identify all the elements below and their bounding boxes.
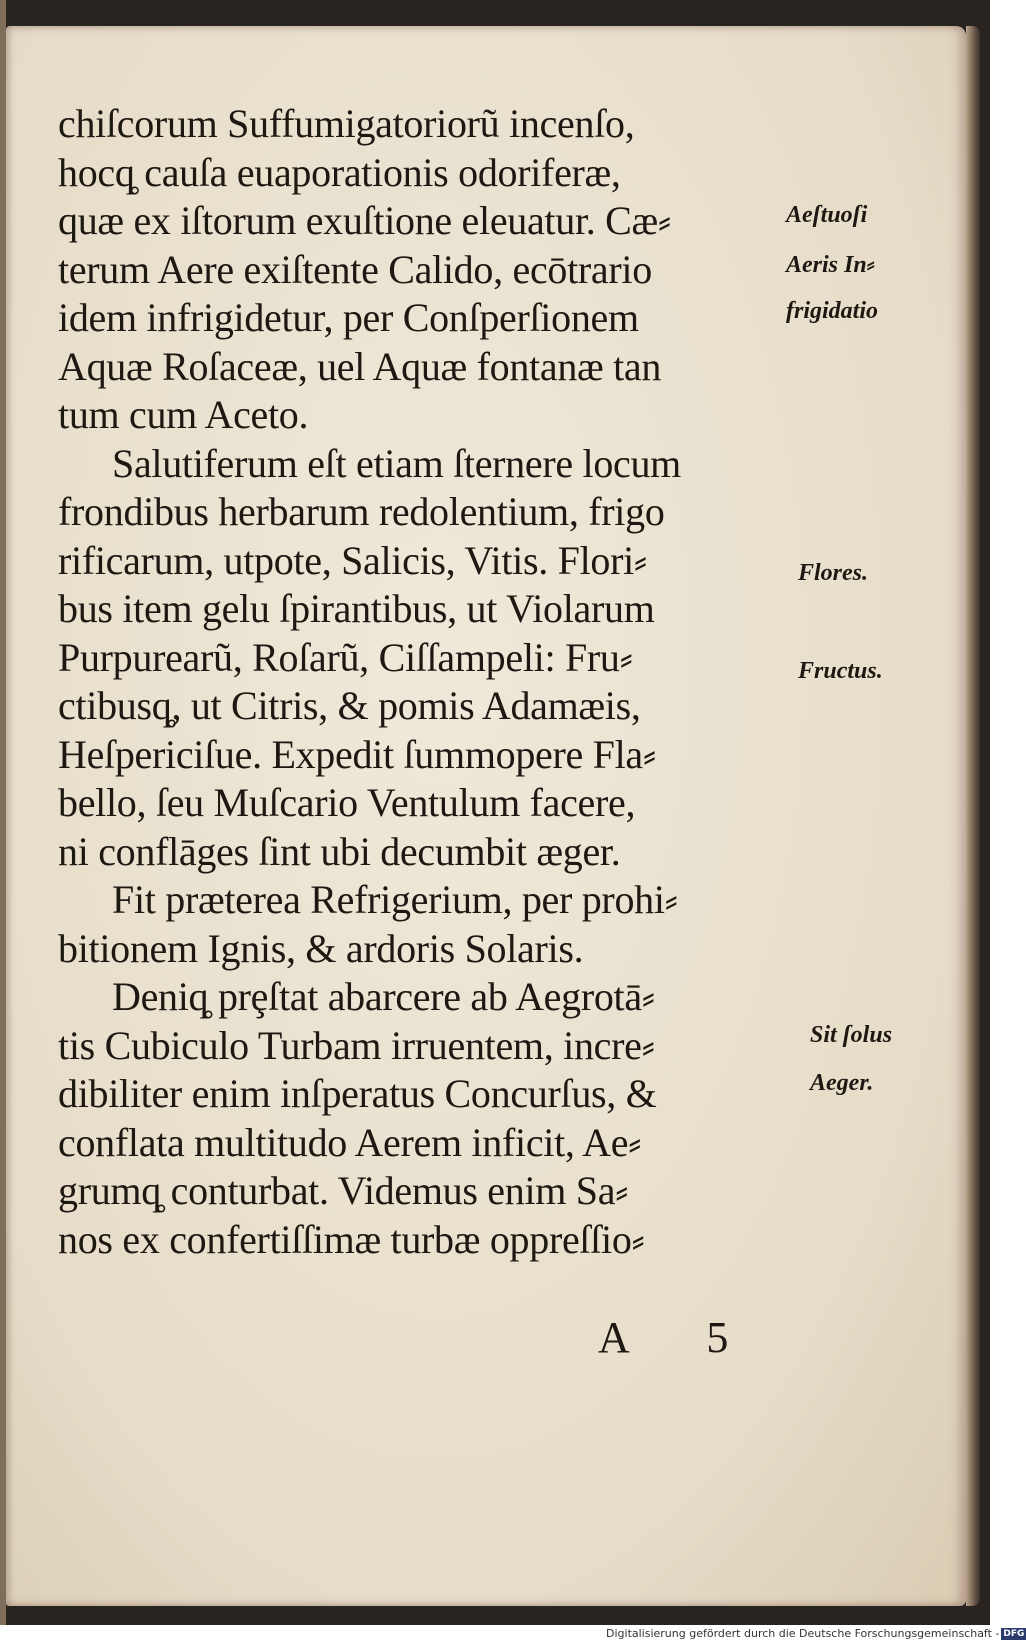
text-line: quæ ex iſtorum exuſtione eleuatur. Cæ⸗ — [58, 198, 671, 243]
marginal-note: Sit ſolus — [810, 1022, 893, 1048]
marginal-note: Aeris In⸗ — [786, 252, 875, 278]
text-line: bitionem Ignis, & ardoris Solaris. — [58, 925, 584, 971]
text-line: frondibus herbarum redolentium, frigo — [58, 489, 665, 534]
text-line: idem infrigidetur, per Conſperſionem — [58, 295, 639, 340]
text-line: rificarum, utpote, Salicis, Vitis. Flori⸗ — [58, 537, 647, 583]
text-line: nos ex confertiſſimæ turbæ oppreſſio⸗ — [58, 1216, 645, 1262]
text-line: Purpurearũ, Roſarũ, Ciſſampeli: Fru⸗ — [58, 634, 633, 680]
text-line: bus item gelu ſpirantibus, ut Violarum — [58, 586, 655, 631]
text-line: chiſcorum Suffumigatoriorũ incenſo, — [58, 101, 635, 146]
marginal-note: Aeger. — [810, 1070, 874, 1096]
credit-text: Digitalisierung gefördert durch die Deutsche Forschungsgemeinschaft - — [606, 1627, 1000, 1640]
text-line: tis Cubiculo Turbam irruentem, incre⸗ — [58, 1022, 655, 1068]
digitization-credit — [606, 1626, 1025, 1641]
text-line: tum cum Aceto. — [58, 392, 309, 437]
signature-mark: A 5 — [598, 1313, 763, 1362]
text-line: grumq̥ conturbat. Videmus enim Sa⸗ — [58, 1168, 629, 1213]
marginal-note: Aeſtuoſi — [786, 202, 868, 228]
text-line: ctibusq̥, ut Citris, & pomis Adamæis, — [58, 683, 641, 728]
text-line: Fit præterea Refrigerium, per prohi⸗ — [112, 877, 678, 922]
marginal-note: frigidatio — [786, 298, 879, 324]
text-line: hocq̥ cauſa euaporationis odoriferæ, — [58, 149, 621, 195]
dfg-logo: DFG — [1003, 1629, 1025, 1639]
body-text — [58, 100, 788, 1264]
text-line: dibiliter enim inſperatus Concurſus, & — [58, 1071, 657, 1116]
text-line: Heſpericiſue. Expedit ſummopere Fla⸗ — [58, 731, 656, 777]
text-line: Deniq̥ prȩſtat abarcere ab Aegrotā⸗ — [112, 974, 655, 1019]
text-line: Aquæ Roſaceæ, uel Aquæ fontanæ tan — [58, 343, 662, 389]
marginal-note: Flores. — [798, 560, 869, 586]
text-line: ni conflāges ſint ubi decumbit æger. — [58, 828, 621, 874]
text-line: Salutiferum eſt etiam ſternere locum — [112, 440, 681, 486]
page-fore-edge — [966, 26, 980, 1606]
text-line: terum Aere exiſtente Calido, ecōtrario — [58, 246, 652, 292]
text-line: conflata multitudo Aerem inficit, Ae⸗ — [58, 1119, 642, 1165]
marginal-note: Fructus. — [798, 658, 883, 684]
text-line: bello, ſeu Muſcario Ventulum facere, — [58, 780, 636, 825]
